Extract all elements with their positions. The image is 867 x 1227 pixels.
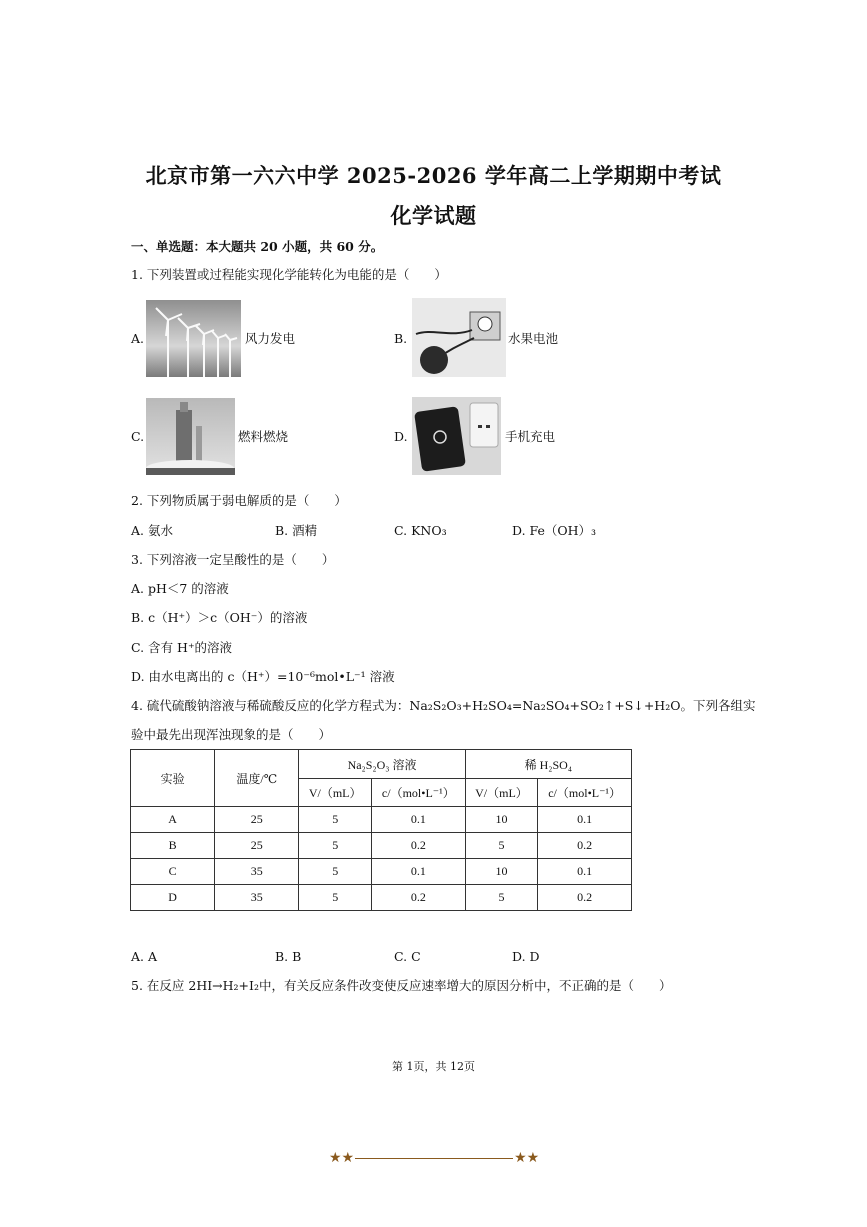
- star-icon: ★★: [514, 1150, 540, 1166]
- table-cell: C: [131, 859, 215, 885]
- q4-option-a: A. A: [131, 949, 158, 964]
- header-na2s2o3: Na₂S₂O₃ 溶液: [299, 750, 465, 779]
- q2-option-c: C. KNO₃: [394, 523, 447, 538]
- q1-option-a-key: A.: [131, 331, 145, 346]
- q1-option-d-key: D.: [394, 429, 408, 444]
- header-h2so4: 稀 H₂SO₄: [465, 750, 631, 779]
- table-cell: A: [131, 807, 215, 833]
- q3-option-d: D. 由水电离出的 c（H⁺）=10⁻⁶mol•L⁻¹ 溶液: [131, 669, 395, 684]
- table-cell: 35: [215, 885, 299, 911]
- q3-option-b: B. c（H⁺）＞c（OH⁻）的溶液: [131, 610, 308, 625]
- q1-option-c-key: C.: [131, 429, 145, 444]
- page-title: 北京市第一六六中学 2025-2026 学年高二上学期期中考试: [145, 163, 722, 188]
- page-subtitle: 化学试题: [390, 203, 477, 228]
- table-cell: 0.1: [538, 859, 632, 885]
- page-number: 第 1页，共 12页: [392, 1060, 475, 1073]
- q4-option-d: D. D: [512, 949, 540, 964]
- experiment-table: [130, 749, 632, 911]
- q4-option-c: C. C: [394, 949, 421, 964]
- q3-option-c: C. 含有 H⁺的溶液: [131, 640, 233, 655]
- subheader-concentration: c/（mol•L⁻¹）: [372, 779, 466, 807]
- question-4-stem-line1: 4. 硫代硫酸钠溶液与稀硫酸反应的化学方程式为：Na₂S₂O₃+H₂SO₄=Na₂SO₄+SO₂↑+S↓+H₂O。下列各组实: [131, 698, 756, 713]
- table-row: [131, 807, 632, 833]
- table-cell: 5: [465, 833, 538, 859]
- rocket-launch-image: [146, 398, 235, 475]
- q1-option-c-label: 燃料燃烧: [238, 429, 289, 444]
- q1-option-b-key: B.: [394, 331, 408, 346]
- table-cell: B: [131, 833, 215, 859]
- q2-option-d: D. Fe（OH）₃: [512, 523, 597, 538]
- table-cell: 0.1: [372, 807, 466, 833]
- table-cell: 0.2: [372, 833, 466, 859]
- subheader-volume: V/（mL）: [299, 779, 372, 807]
- q2-option-a: A. 氨水: [131, 523, 173, 538]
- q1-option-b-label: 水果电池: [508, 331, 559, 346]
- subheader-volume: V/（mL）: [465, 779, 538, 807]
- table-cell: 10: [465, 807, 538, 833]
- table-cell: 0.1: [372, 859, 466, 885]
- q1-option-a-label: 风力发电: [245, 331, 296, 346]
- q2-option-b: B. 酒精: [275, 523, 318, 538]
- q4-option-b: B. B: [275, 949, 302, 964]
- question-3-stem: 3. 下列溶液一定呈酸性的是（ ）: [131, 552, 335, 567]
- section-heading: 一、单选题：本大题共 20 小题，共 60 分。: [131, 239, 384, 254]
- table-cell: 10: [465, 859, 538, 885]
- q3-option-a: A. pH＜7 的溶液: [131, 581, 229, 596]
- table-row: [131, 885, 632, 911]
- table-cell: 0.2: [372, 885, 466, 911]
- table-cell: 0.2: [538, 833, 632, 859]
- table-row: [131, 833, 632, 859]
- q1-option-d-label: 手机充电: [505, 429, 556, 444]
- table-cell: D: [131, 885, 215, 911]
- table-cell: 35: [215, 859, 299, 885]
- table-cell: 0.1: [538, 807, 632, 833]
- wind-turbines-image: [146, 300, 241, 377]
- table-cell: 5: [299, 885, 372, 911]
- table-cell: 25: [215, 807, 299, 833]
- table-cell: 5: [299, 807, 372, 833]
- header-temperature: 温度/℃: [215, 750, 299, 807]
- table-cell: 5: [299, 833, 372, 859]
- table-cell: 0.2: [538, 885, 632, 911]
- question-1-stem: 1. 下列装置或过程能实现化学能转化为电能的是（ ）: [131, 267, 447, 282]
- question-5-stem: 5. 在反应 2HI→H₂+I₂中，有关反应条件改变使反应速率增大的原因分析中，不正确的是（ ）: [131, 978, 672, 993]
- subheader-concentration: c/（mol•L⁻¹）: [538, 779, 632, 807]
- table-row: [131, 859, 632, 885]
- table-cell: 5: [465, 885, 538, 911]
- header-experiment: 实验: [131, 750, 215, 807]
- question-2-stem: 2. 下列物质属于弱电解质的是（ ）: [131, 493, 347, 508]
- star-icon: ★★: [329, 1150, 355, 1166]
- table-cell: 5: [299, 859, 372, 885]
- fruit-battery-image: [412, 298, 506, 377]
- divider-line: [355, 1158, 513, 1159]
- question-4-stem-line2: 验中最先出现浑浊现象的是（ ）: [131, 727, 332, 742]
- footer-decoration: [329, 1150, 539, 1166]
- phone-charging-image: [412, 397, 501, 475]
- table-cell: 25: [215, 833, 299, 859]
